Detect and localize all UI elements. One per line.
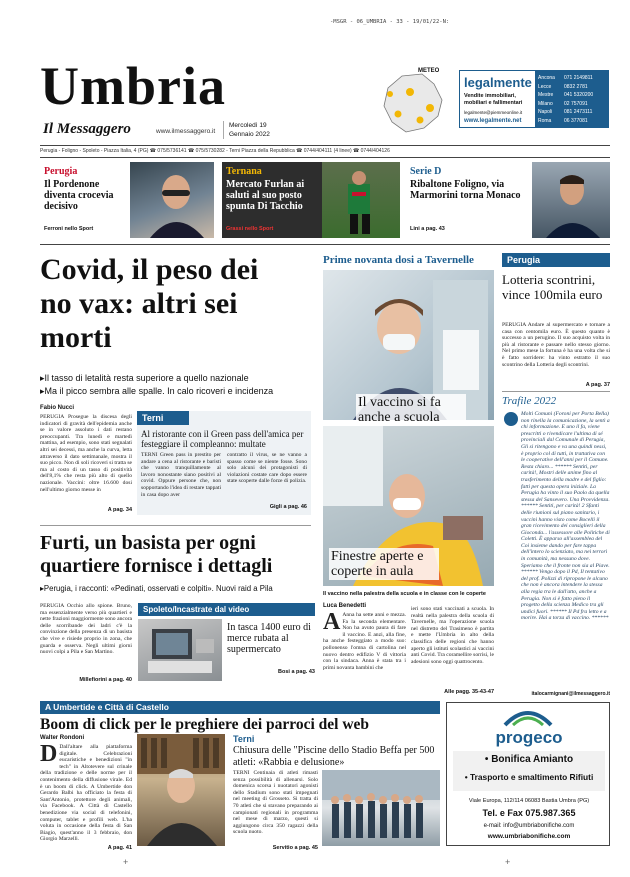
stadio-tag: Terni [233,734,255,744]
legalmente-tagline1: Vendite immobiliari, [464,93,516,99]
main-body: PERUGIA Prosegue la discesa degli indicatori di gravità dell'epidemia anche se in valore assoluto i dati restano preoccupanti. Tra lunedì e martedì mattina, ad esempio, sono stati segnalati altri sei decessi, ma anche la curva, letta attraverso il dato settimanale, mostra il suo picco. Non di soli ricoveri si tratta se ma al costo di un tasso di positività dell'8,1% che resta più alto di quello nazionale. Vaccini: oltre 16.600 dosi nell'ultimo giorno messe in [40,414,132,493]
phone-row: Lecce 0832 2781 [538,83,588,90]
umbertide-headline: Boom di click per le preghiere dei parroci del web [40,716,370,733]
progeco-ad [446,702,610,846]
teaser-tag: Perugia [44,166,78,177]
register-mark: + [123,857,129,867]
athletes-photo [322,770,440,846]
vaccine-header: Prime novanta dosi a Tavernelle [323,254,474,266]
register-mark: + [505,857,511,867]
vaccine-author: Luca Benedetti [323,603,367,609]
phone-row: Mestre 041 5320200 [538,92,594,99]
teaser-ref: Ferroni nello Sport [44,226,94,232]
cctv-photo [138,619,222,681]
teaser-ternana[interactable] [222,162,400,238]
umbertide-ref: A pag. 41 [107,845,132,851]
progeco-item2: • Trasporto e smaltimento Rifiuti [464,772,594,782]
umbertide-body: D Dall'altare alla piattaforma digitale. Celebrazioni eucaristiche e benedizioni "in tech" in Altotevere sul crinale della tradizione e delle norme per il contenimento della diffusione virale. Ed è un boom di click. A Umbertide don Gerardo Balbi ha officiato la festa di Sant'Antonio, protettore degli animali, via Facebook. A Città di Castello benedizione via social di telefonini, computer, tablet e profili web. L'ha voluta in occasione della festa di San Biagio, quest'anno il 3 febbraio, don Giorgio Marzelli. [40,744,132,843]
stadio-ref: Servitio a pag. 45 [272,845,318,851]
umbertide-bar: A Umbertide e Città di Castello [40,701,440,714]
terni-col2: contratto il virus, se ne vanno a spasso come se niente fosse. Sono solo alcuni dei protagonisti di violazioni costate care dopo essere state scoperte dalle forze di polizia. [227,452,307,485]
teaser-tag: Ternana [226,166,262,177]
legalmente-logo: legalmente [464,75,532,90]
furti-bullet: ▸Perugia, i racconti: «Pedinati, osservati e colpiti». Nuovi raid a Pila [40,584,273,593]
spoleto-tag: Spoleto/Incastrate dal video [138,603,315,616]
progeco-item1: • Bonifica Amianto [484,754,574,765]
terni-title: Al ristorante con il Green pass dell'amica per festeggiare il compleanno: multate [141,429,304,449]
vaccine-col2: ieri sono stati vaccinati a scuola. In realtà nella palestra della scuola di Tavernelle, ma l'operazione scuola nel distretto del Trasimeno è partita e mette l'Umbria in alto della classifica delle regioni che hanno aperto gli istituti scolastici ai vaccini anti Covid. Tra coramellire sorrisi, le adesioni sono oggi quattrocento. [411,606,494,665]
teaser-tag: Serie D [410,166,442,177]
terni-ref: Gigli a pag. 46 [269,504,307,510]
progeco-band [453,751,605,791]
vaccine-caption2: Finestre aperte e coperte in aula [329,548,439,580]
progeco-email: e-mail: info@umbriabonifiche.com [483,823,575,829]
lotteria-body: PERUGIA Andare al supermercato e tornare a casa con centomila euro. È questo quanto è successo a un perugino. Il suo acquisto volta in più al ristorante e passare nello stesso giorno. Nel primo mese la fortuna è ha una volta che si è fatto sorridere: ha vinto estratto il suo scontrino della Lotteria degli scontrini. [502,322,610,368]
legalmente-email: legalmente@piemmeonline.it [464,110,523,115]
phone-row: Ancona 071 2149811 [538,75,593,81]
main-bullet1: ▸Il tasso di letalità resta superiore a quello nazionale [40,373,249,383]
legalmente-phones [535,71,609,127]
phone-row: Roma 06 377081 [538,117,588,124]
stadio-body: TERNI Centinaia di atleti rimasti senza possibilità di allenarsi. Solo domenica scorsa i nuotatori agonisti dello Stadium sono stati impegnati nel meeting di Grosseto. Si tratta di 70 atleti che si stavano preparando ai campionati regionali in programma nel mese di marzo, questi si aggiungono circa 350 ragazzi della scuola nuoto. [233,770,318,836]
progeco-logo-icon [501,707,555,729]
meteo-label: METEO [418,68,440,74]
vaccine-strip: Il vaccino nella palestra della scuola e in classe con le coperte [323,591,486,597]
sidebar-title: Trafile 2022 [502,395,557,407]
masthead-title: Umbria [40,56,226,116]
teaser-serie-d[interactable] [406,162,610,238]
lotteria-tag: Perugia [502,253,610,267]
main-bullet2: ▸Ma il picco sembra alle spalle. In calo ricoveri e incidenza [40,386,274,396]
main-ref: A pag. 34 [107,507,132,513]
player-photo [322,162,400,238]
progeco-site: www.umbriabonifiche.com [487,833,571,840]
coach2-photo [532,162,610,238]
terni-box [137,411,311,515]
coach-photo [130,162,214,238]
main-headline: Covid, il peso dei no vax: altri sei morti [40,253,259,354]
progeco-brand: progeco [495,728,563,747]
date-line1: Mercoledì 19 [229,122,267,129]
lotteria-ref: A pag. 37 [585,382,610,388]
teaser-ref: Lini a pag. 43 [410,226,445,232]
priest-photo [137,734,225,846]
teaser-headline: Mercato Furlan ai saluti al suo posto spunta Di Tacchio [226,179,305,212]
teaser-ref: Grassi nello Sport [226,226,274,232]
sidebar-body: Molti Comuni (Foroni per Porta Bella) non rinella la comunicazione, la sentì a chi informazione. E uno il fa, viene prescritti o rivendicare l'ultima di sé provinciali dal Comunale di Perugia, Gli si ritengono e va una quindi nessi, è proprio col di tutti, in trattativa con le cooperative dell'anni per il Comune. Resta chiaro... ****** Sentiti, per carità!, Mostri delle anime fino al trasferimento della madre e del figlio: fatti per questa opera iniziale. La Perugia ha vinto il suo Paolo da quella stessa del Sansevero. Una Provvidenza. ****** Sentiti, per carità! 2 Sfanti delle riunioni sul piano sanitario, i vaccini hanno visto come Bocelli il gran ricevimento dei consiglieri della Gioconda... l'assessore alle Politiche di Coletti. È apparso all'assemblea del Coi insieme dando per fare tappa dell'intero lo scienziato, ma nei terrori in comunità, ma nessuno dove. Speriamo che il fronte non sia al Piave. ****** Vengo dopo il Pd, Il tentativo del prof. Polizzi di ripropone le alcuno che non è ancora intendere la stessa alla regia tra le dall'atto, anche a Perugia. Non si è fatto pieno il progetto della scienza Medico tra gli undici fuori. ****** Il Pd fra letto e a morire. Hai a torza di vaccino. ****** [521,411,610,622]
date-line2: Gennaio 2022 [229,131,270,138]
legalmente-site: www.legalmente.net [464,118,522,124]
legalmente-ad [459,70,609,128]
phone-row: Napoli 081 2473111 [538,109,593,116]
furti-body: PERUGIA Occhio allo spione. Bruno, ma essenzialmente verso più quartieri e nette frazioni maggiormente sono ancora delle scorribande dei ladri c'è la convinzione della presenza di un basista che vive e risiede proprio in zona, che guarda e osserva. Negli ultimi giorni nuovi colpi a Pila e San Martino. [40,603,132,656]
phone-row: Milano 02 757091 [538,100,588,107]
spoleto-title: In tasca 1400 euro di merce rubata al supermercato [227,622,311,655]
terni-col1: TERNI Green pass in prestito per andare a cena al ristorante e baristi che vanno tranquillamente al lavoro nonostante siano positivi al covid. Oppure persone che, non sopportando l'idea di restare tappati in casa dopo aver [141,452,221,498]
stadio-title: Chiusura delle "Piscine dello Stadio Beffa per 500 atleti: «Rabbia e delusione» [233,745,435,768]
edition-code: -MSGR - 06_UMBRIA - 33 - 19/01/22-N: [330,19,450,25]
lotteria-title: Lotteria scontrini, vince 100mila euro [502,272,603,302]
sidebar-avatar [504,412,518,426]
vaccine-col1: A Anna ha sette anni e mezza. Fa la seconda elementare. Non ha avuto paura di fare il vaccino. E anzi, alla fine, ha anche festeggiato a modo suo: pollonenso l'omna di cartolina nel nuovo dentro edifizio V di vittoria con la sindaca. Anna è stata tra i primi novanta bambini che [323,612,406,671]
teaser-perugia[interactable] [40,162,214,238]
vaccine-ref: Alle pagg. 35-43-47 [444,689,494,695]
teaser-headline: Il Pordenone diventa crocevia decisivo [44,179,114,212]
sidebar-email: italocarmignani@ilmessaggero.it [531,691,610,697]
website: www.ilmessaggero.it [156,128,216,135]
teaser-headline: Ribaltone Foligno, via Marmorini torna Monaco [410,179,521,201]
umbertide-author: Walter Rondoni [40,735,85,741]
main-author: Fabio Nucci [40,405,75,411]
furti-headline: Furti, un basista per ogni quartiere fornisce i dettagli [40,532,273,577]
progeco-address: Viale Europa, 112/114 06083 Bastia Umbra (PG) [468,798,590,804]
terni-tag: Terni [137,411,189,425]
spoleto-ref: Bosi a pag. 43 [278,669,315,675]
meteo-map [372,70,454,136]
legalmente-tagline2: mobiliari e fallimentari [464,100,523,106]
furti-ref: Millefiorini a pag. 40 [79,677,132,683]
newspaper-name: Il Messaggero [43,121,131,137]
offices-line: Perugia - Foligno - Spoleto - Piazza Italia, 4 (PG) ☎ 075/5736141 ☎ 075/5730282 - Terni Piazza della Repubblica ☎ 0744/404111 (4 linee) ☎ 0744/404126 [40,148,390,154]
vaccine-caption1: Il vaccino si fa anche a scuola [356,394,466,426]
progeco-tel: Tel. e Fax 075.987.365 [482,808,576,818]
